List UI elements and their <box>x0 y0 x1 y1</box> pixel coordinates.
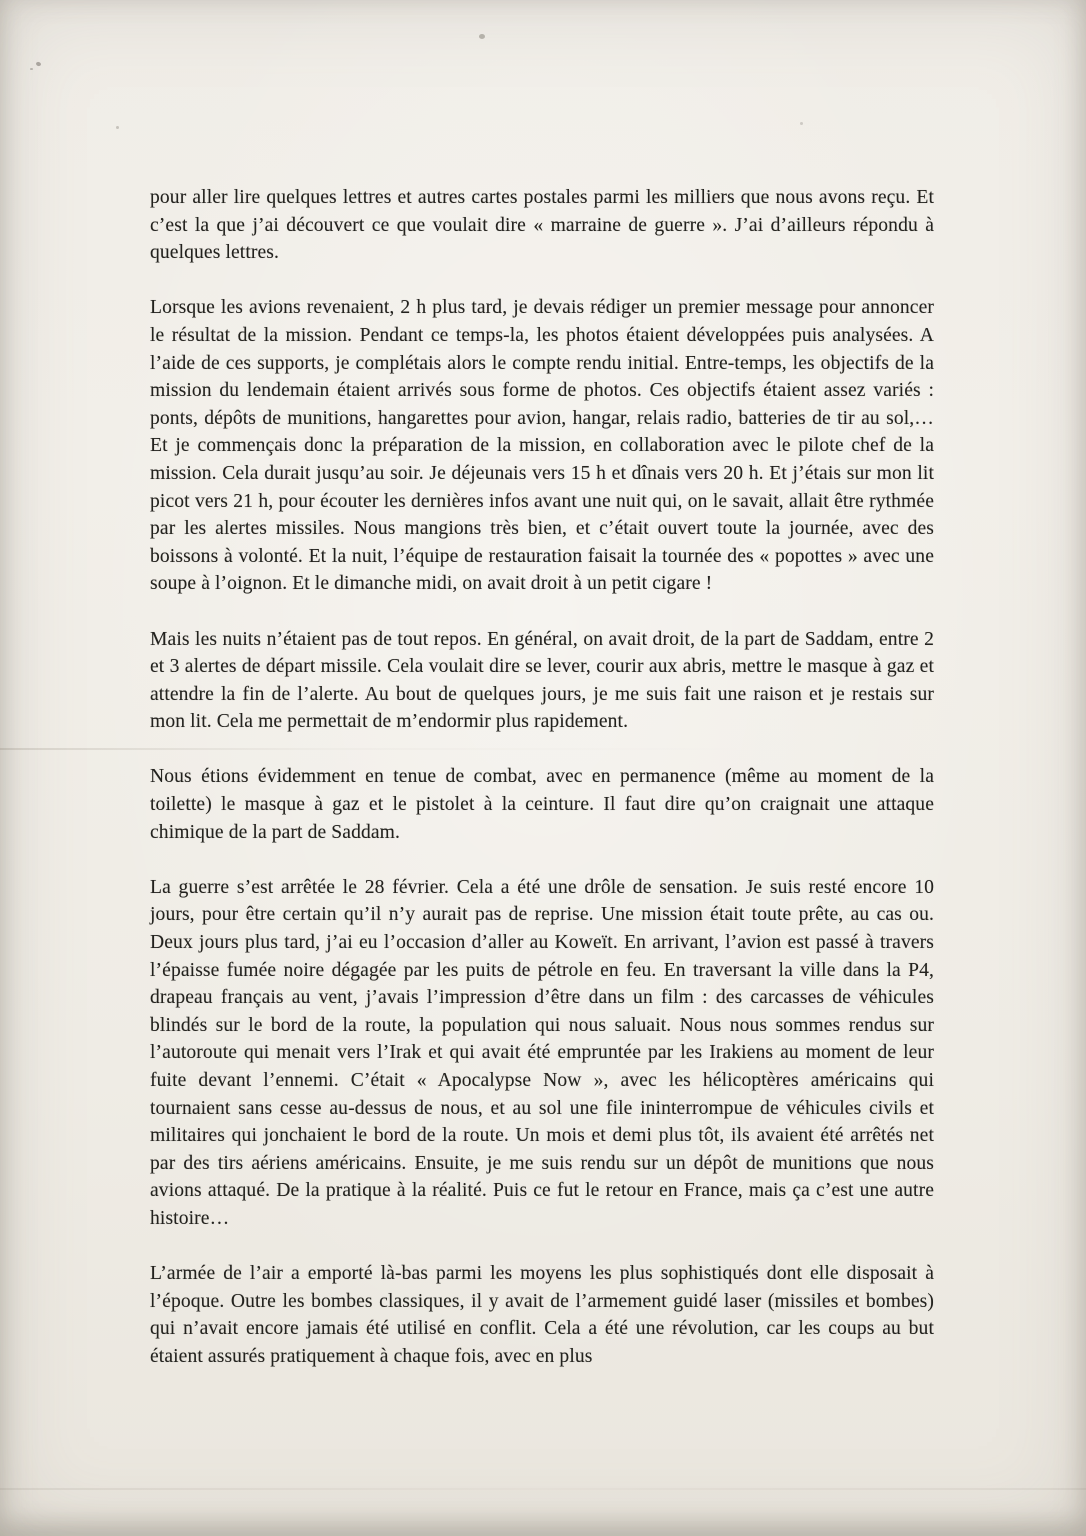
paragraph: Mais les nuits n’étaient pas de tout repos. En général, on avait droit, de la part de Saddam, entre 2 et 3 alertes de départ missile. Cela voulait dire se lever, courir aux abris, mettre le masque à gaz et attendre la fin de l’alerte. Au bout de quelques jours, je me suis fait une raison et je restais sur mon lit. Cela me permettait de m’endormir plus rapidement. <box>150 628 934 733</box>
paragraph: Nous étions évidemment en tenue de combat, avec en permanence (même au moment de la toilette) le masque à gaz et le pistolet à la ceinture. Il faut dire qu’on craignait une attaque chimique de la part de Saddam. <box>150 766 934 843</box>
paragraph: L’armée de l’air a emporté là-bas parmi les moyens les plus sophistiqués dont elle disposait à l’époque. Outre les bombes classiques, il y avait de l’armement guidé laser (missiles et bombes) qui n’avait encore jamais été utilisé en conflit. Cela a été une révolution, car les coups au but étaient assurés pratiquement à chaque fois, avec en plus <box>150 1263 934 1367</box>
paragraph: La guerre s’est arrêtée le 28 février. Cela a été une drôle de sensation. Je suis resté encore 10 jours, pour être certain qu’il n’y aurait pas de reprise. Une mission était toute prête, au cas ou. Deux jours plus tard, j’ai eu l’occasion d’aller au Koweït. En arrivant, l’avion est passé à travers l’épaisse fumée noire dégagée par les puits de pétrole en feu. En traversant la ville dans la P4, drapeau français au vent, j’avais l’impression d’être dans un film : des carcasses de véhicules blindés sur le bord de la route, la population qui nous saluait. Nous nous sommes rendus sur l’autoroute qui menait vers l’Irak et qui avait été empruntée par les Irakiens au moment de leur fuite devant l’ennemi. C’était « Apocalypse Now », avec les hélicoptères américains qui tournaient sans cesse au-dessus de nous, et au sol une file ininterrompue de véhicules civils et militaires qui jonchaient le bord de la route. Un mois et demi plus tôt, ils avaient été arrêtés net par des tirs aériens américains. Ensuite, je me suis rendu sur un dépôt de munitions que nous avions attaqué. De la pratique à la réalité. Puis ce fut le retour en France, mais ça c’est une autre histoire… <box>150 876 934 1229</box>
scan-speck <box>30 68 33 70</box>
scan-speck <box>479 34 485 39</box>
paper-fold-crease <box>0 1488 1086 1490</box>
scan-speck <box>35 61 41 66</box>
letter-body <box>150 184 934 1371</box>
scan-speck <box>800 122 803 125</box>
paragraph: Lorsque les avions revenaient, 2 h plus tard, je devais rédiger un premier message pour annoncer le résultat de la mission. Pendant ce temps-la, les photos étaient développées puis analysées. A l’aide de ces supports, je complétais alors le compte rendu initial. Entre-temps, les objectifs de la mission du lendemain étaient arrivés sous forme de photos. Ces objectifs étaient assez variés : ponts, dépôts de munitions, hangarettes pour avion, hangar, relais radio, batteries de tir au sol,… Et je commençais donc la préparation de la mission, en collaboration avec le pilote chef de la mission. Cela durait jusqu’au soir. Je déjeunais vers 15 h et dînais vers 20 h. Et j’étais sur mon lit picot vers 21 h, pour écouter les dernières infos avant une nuit qui, on le savait, allait être rythmée par les alertes missiles. Nous mangions très bien, et c’était ouvert toute la journée, avec des boissons à volonté. Et la nuit, l’équipe de restauration faisait la tournée des « popottes » avec une soupe à l’oignon. Et le dimanche midi, on avait droit à un petit cigare ! <box>150 297 934 595</box>
scan-speck <box>116 126 119 129</box>
paragraph: pour aller lire quelques lettres et autres cartes postales parmi les milliers que nous avons reçu. Et c’est la que j’ai découvert ce que voulait dire « marraine de guerre ». J’ai d’ailleurs répondu à quelques lettres. <box>150 187 934 264</box>
